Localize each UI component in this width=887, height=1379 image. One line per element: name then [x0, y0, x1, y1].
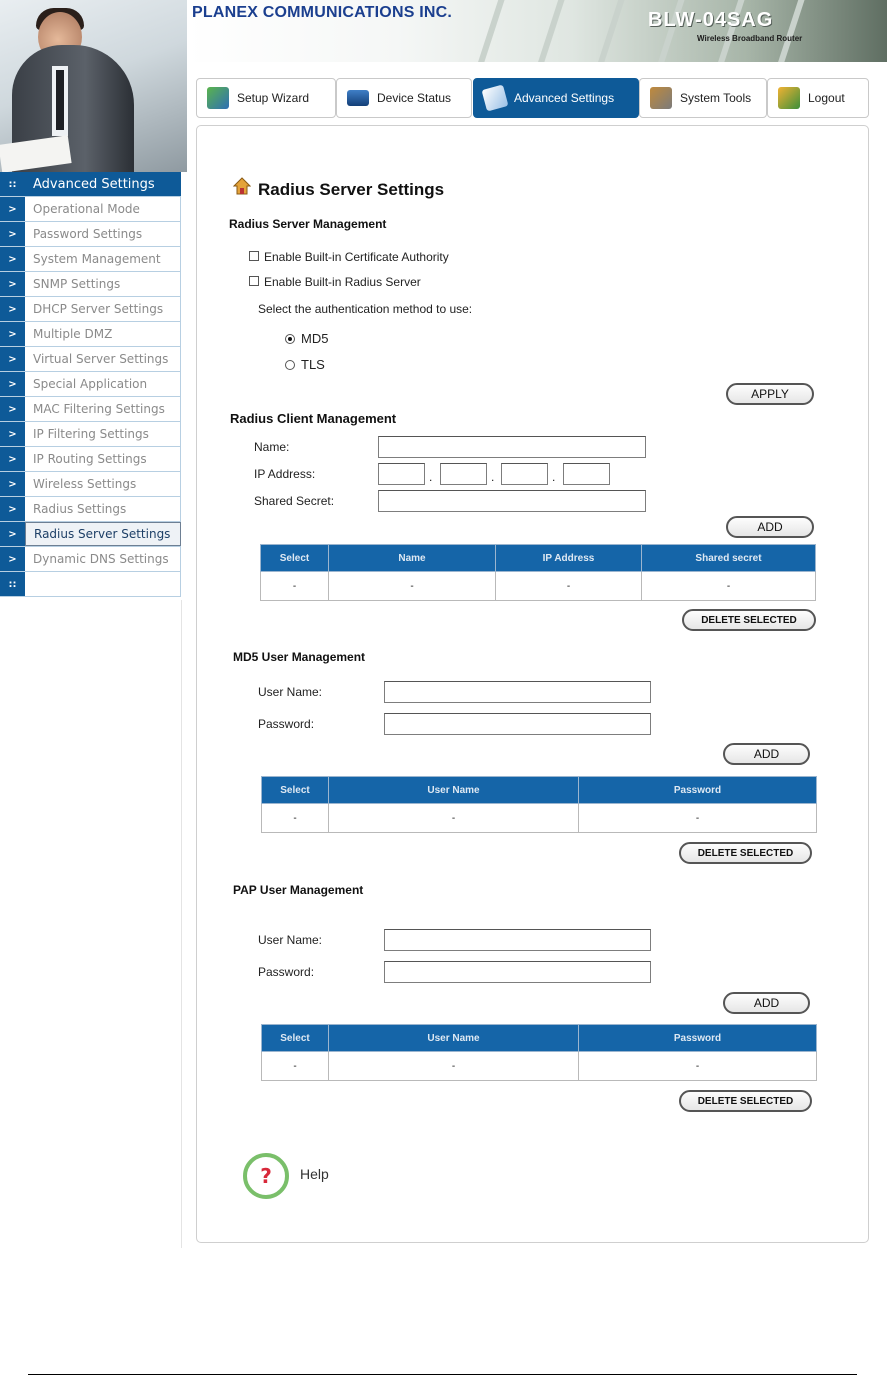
brand-logo: PLANEX COMMUNICATIONS INC.	[192, 4, 453, 21]
table-cell: -	[329, 1052, 579, 1081]
client-secret-label: Shared Secret:	[254, 494, 335, 508]
section-title-pap-management: PAP User Management	[233, 883, 364, 897]
header-photo	[0, 0, 187, 172]
column-header: Select	[261, 545, 329, 572]
chevron-right-icon: >	[0, 547, 25, 571]
tab-label: Device Status	[377, 91, 452, 105]
sidebar-item-label: IP Routing Settings	[25, 447, 181, 471]
sidebar-item-label: Radius Settings	[25, 497, 181, 521]
chevron-right-icon: >	[0, 372, 25, 396]
table-row	[262, 1052, 817, 1081]
chevron-right-icon: >	[0, 447, 25, 471]
page-bottom-rule	[28, 1374, 857, 1375]
sidebar-item-label: Wireless Settings	[25, 472, 181, 496]
sidebar-item-operational-mode[interactable]	[0, 197, 181, 222]
monitor-icon	[347, 90, 369, 106]
sidebar-item-label: MAC Filtering Settings	[25, 397, 181, 421]
table-header-row	[262, 777, 817, 804]
client-ip-octet-2[interactable]	[440, 463, 487, 485]
sidebar-item-mac-filtering-settings[interactable]	[0, 397, 181, 422]
client-name-input[interactable]	[378, 436, 646, 458]
tab-advanced-settings[interactable]	[473, 78, 639, 118]
client-delete-selected-button[interactable]: DELETE SELECTED	[682, 609, 816, 631]
auth-method-prompt: Select the authentication method to use:	[258, 302, 473, 316]
sidebar-item-label: SNMP Settings	[25, 272, 181, 296]
pap-add-button[interactable]: ADD	[723, 992, 810, 1014]
sidebar-item-label: Special Application	[25, 372, 181, 396]
client-ip-octet-1[interactable]	[378, 463, 425, 485]
table-cell[interactable]: -	[261, 572, 329, 601]
auth-tls-label: TLS	[301, 357, 325, 372]
column-header: Password	[579, 777, 817, 804]
sidebar-item-password-settings[interactable]	[0, 222, 181, 247]
table-cell: -	[496, 572, 642, 601]
client-table	[260, 544, 816, 601]
enable-ca-label: Enable Built-in Certificate Authority	[264, 250, 449, 264]
column-header: Shared secret	[642, 545, 816, 572]
section-title-md5-management: MD5 User Management	[233, 650, 366, 664]
chevron-right-icon: >	[0, 272, 25, 296]
tab-logout[interactable]	[767, 78, 869, 118]
sidebar-item-label: Virtual Server Settings	[25, 347, 181, 371]
chevron-right-icon: >	[0, 472, 25, 496]
sidebar-item-label: DHCP Server Settings	[25, 297, 181, 321]
table-row	[261, 572, 816, 601]
md5-user-input[interactable]	[384, 681, 651, 703]
sidebar-item-multiple-dmz[interactable]	[0, 322, 181, 347]
md5-table	[261, 776, 817, 833]
md5-delete-selected-button[interactable]: DELETE SELECTED	[679, 842, 812, 864]
sidebar-header	[0, 172, 181, 197]
home-icon	[233, 177, 251, 195]
auth-md5-radio[interactable]	[285, 334, 295, 344]
tab-setup-wizard[interactable]	[196, 78, 336, 118]
table-cell: -	[579, 804, 817, 833]
column-header: Password	[579, 1025, 817, 1052]
pap-user-label: User Name:	[258, 933, 323, 947]
sidebar-item-virtual-server-settings[interactable]	[0, 347, 181, 372]
chevron-right-icon: >	[0, 497, 25, 521]
wizard-icon	[207, 87, 229, 109]
enable-radius-server-checkbox[interactable]	[249, 276, 259, 286]
ip-separator: .	[429, 470, 433, 484]
section-title-server-management: Radius Server Management	[229, 217, 387, 231]
table-cell: -	[642, 572, 816, 601]
md5-user-label: User Name:	[258, 685, 323, 699]
pap-pass-input[interactable]	[384, 961, 651, 983]
sidebar-header-label: Advanced Settings	[25, 172, 181, 196]
column-header: User Name	[329, 777, 579, 804]
enable-ca-checkbox[interactable]	[249, 251, 259, 261]
page-title: Radius Server Settings	[258, 180, 445, 199]
sidebar-item-ip-routing-settings[interactable]	[0, 447, 181, 472]
tab-label: Logout	[808, 91, 845, 105]
auth-tls-radio[interactable]	[285, 360, 295, 370]
sidebar-item-special-application[interactable]	[0, 372, 181, 397]
table-cell: -	[329, 804, 579, 833]
tab-system-tools[interactable]	[639, 78, 767, 118]
tools-icon	[650, 87, 672, 109]
tab-device-status[interactable]	[336, 78, 472, 118]
logout-door-icon	[778, 87, 800, 109]
table-cell[interactable]: -	[262, 804, 329, 833]
column-header: Select	[262, 1025, 329, 1052]
sidebar-divider	[181, 600, 182, 1248]
model-name: BLW-04SAG	[648, 9, 774, 31]
chevron-right-icon: >	[0, 297, 25, 321]
help-icon[interactable]: ?	[243, 1153, 289, 1199]
document-icon	[482, 85, 509, 112]
table-header-row	[261, 545, 816, 572]
chevron-right-icon: >	[0, 222, 25, 246]
client-secret-input[interactable]	[378, 490, 646, 512]
sidebar-menu	[0, 172, 181, 597]
section-title-client-management: Radius Client Management	[230, 411, 397, 426]
model-subtitle: Wireless Broadband Router	[697, 34, 803, 43]
sidebar-item-label: System Management	[25, 247, 181, 271]
sidebar-item-radius-server-settings[interactable]	[0, 522, 181, 547]
table-cell[interactable]: -	[262, 1052, 329, 1081]
sidebar-item-dynamic-dns-settings[interactable]	[0, 547, 181, 572]
chevron-right-icon: >	[0, 347, 25, 371]
enable-radius-server-label: Enable Built-in Radius Server	[264, 275, 421, 289]
sidebar-item-system-management[interactable]	[0, 247, 181, 272]
sidebar-footer	[0, 572, 181, 597]
grid-dots-icon: ::	[0, 172, 25, 196]
sidebar-item-label: Dynamic DNS Settings	[25, 547, 181, 571]
client-ip-octet-3[interactable]	[501, 463, 548, 485]
help-link[interactable]: Help	[300, 1166, 329, 1182]
sidebar-item-wireless-settings[interactable]	[0, 472, 181, 497]
ip-separator: .	[491, 470, 495, 484]
chevron-right-icon: >	[0, 397, 25, 421]
column-header: Select	[262, 777, 329, 804]
md5-pass-input[interactable]	[384, 713, 651, 735]
chevron-right-icon: >	[0, 322, 25, 346]
sidebar-item-label: Password Settings	[25, 222, 181, 246]
table-cell: -	[329, 572, 496, 601]
ip-separator: .	[552, 470, 556, 484]
auth-md5-label: MD5	[301, 331, 329, 346]
client-name-label: Name:	[254, 440, 290, 454]
sidebar-item-radius-settings[interactable]	[0, 497, 181, 522]
sidebar-item-snmp-settings[interactable]	[0, 272, 181, 297]
client-add-button[interactable]: ADD	[726, 516, 814, 538]
column-header: Name	[329, 545, 496, 572]
column-header: IP Address	[496, 545, 642, 572]
chevron-right-icon: >	[0, 422, 25, 446]
tab-label: Advanced Settings	[514, 91, 615, 105]
sidebar-item-ip-filtering-settings[interactable]	[0, 422, 181, 447]
client-ip-label: IP Address:	[254, 467, 316, 481]
pap-user-input[interactable]	[384, 929, 651, 951]
chevron-right-icon: >	[0, 522, 25, 546]
pap-table	[261, 1024, 817, 1081]
table-row	[262, 804, 817, 833]
table-cell: -	[579, 1052, 817, 1081]
md5-pass-label: Password:	[258, 717, 315, 731]
grid-dots-icon: ::	[0, 572, 25, 596]
chevron-right-icon: >	[0, 247, 25, 271]
sidebar-item-label: Radius Server Settings	[25, 522, 181, 546]
tab-label: Setup Wizard	[237, 91, 310, 105]
column-header: User Name	[329, 1025, 579, 1052]
table-header-row	[262, 1025, 817, 1052]
chevron-right-icon: >	[0, 197, 25, 221]
sidebar-item-label: IP Filtering Settings	[25, 422, 181, 446]
md5-add-button[interactable]: ADD	[723, 743, 810, 765]
tab-label: System Tools	[680, 91, 752, 105]
pap-delete-selected-button[interactable]: DELETE SELECTED	[679, 1090, 812, 1112]
pap-pass-label: Password:	[258, 965, 315, 979]
sidebar-item-dhcp-server-settings[interactable]	[0, 297, 181, 322]
client-ip-octet-4[interactable]	[563, 463, 610, 485]
sidebar-item-label: Operational Mode	[25, 197, 181, 221]
sidebar-item-label: Multiple DMZ	[25, 322, 181, 346]
apply-button[interactable]: APPLY	[726, 383, 814, 405]
